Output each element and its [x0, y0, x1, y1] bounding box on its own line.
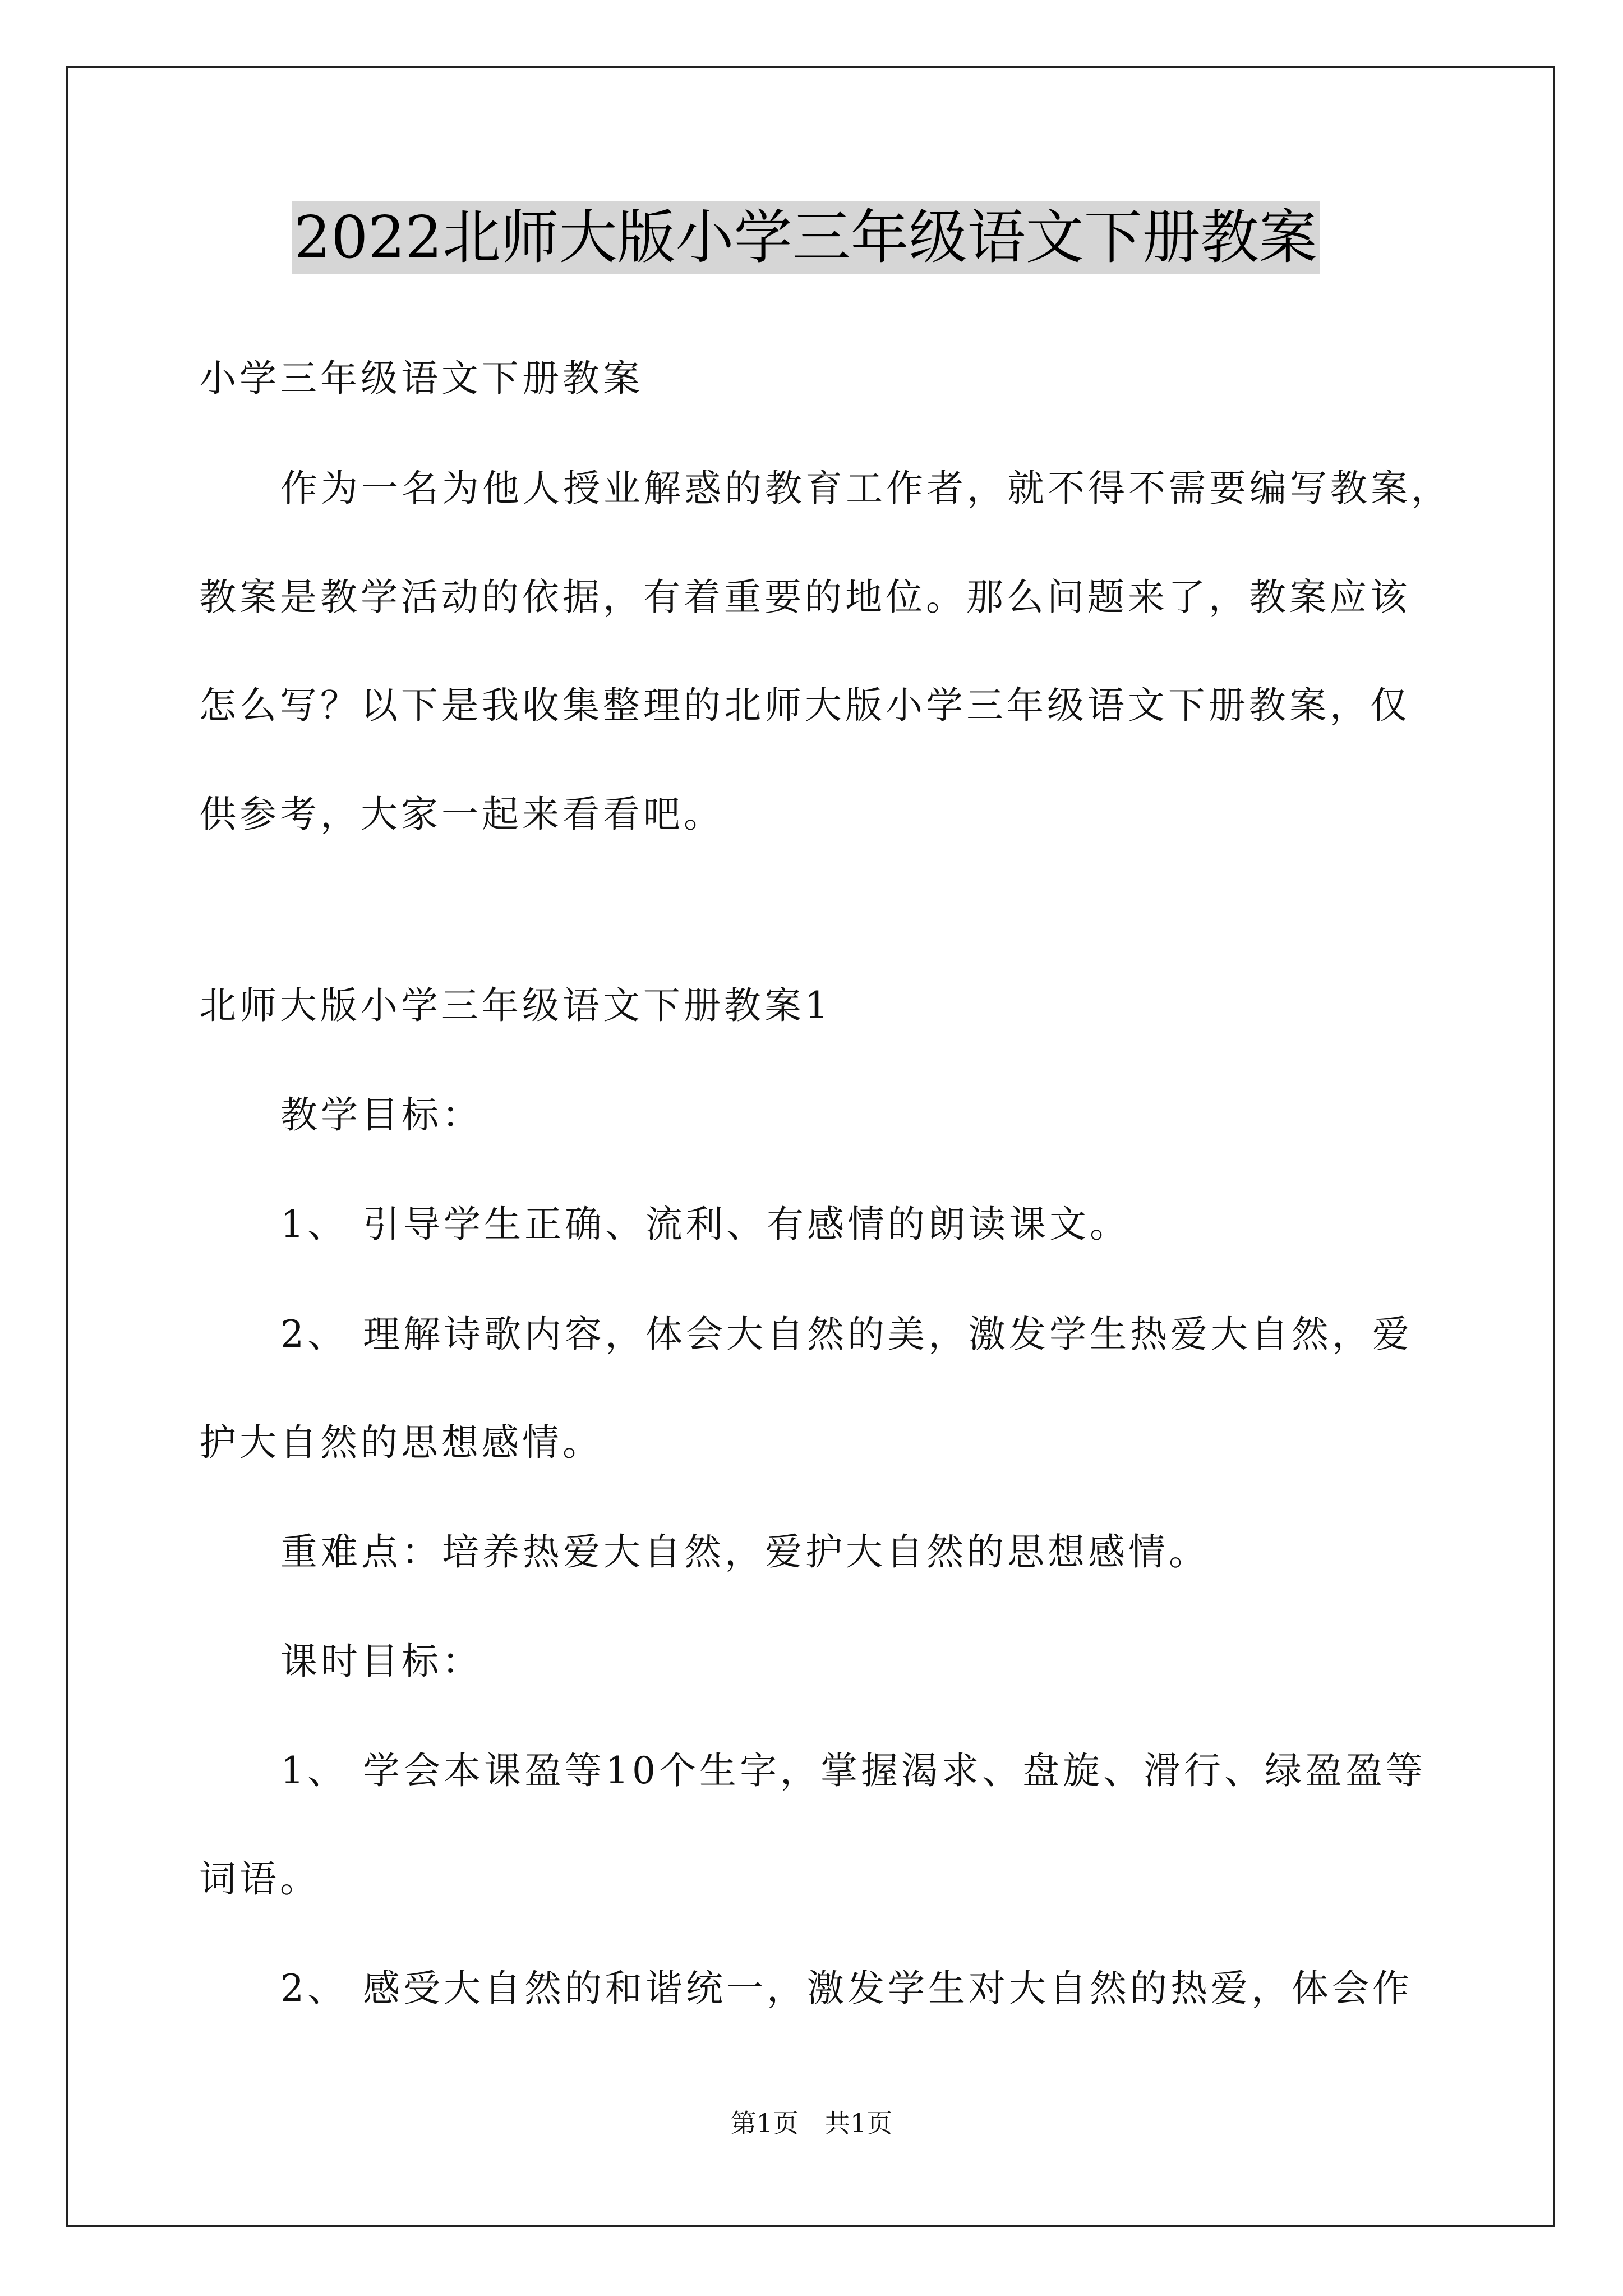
body-line: 重难点：培养热爱大自然，爱护大自然的思想感情。 — [280, 1530, 1209, 1573]
document-subtitle: 小学三年级语文下册教案 — [199, 357, 643, 400]
body-line: 1、 引导学生正确、流利、有感情的朗读课文。 — [280, 1203, 1130, 1246]
page-number-footer: 第1页 共1页 — [730, 2108, 893, 2138]
body-line: 教学目标： — [280, 1093, 482, 1137]
intro-line: 供参考，大家一起来看看吧。 — [199, 793, 724, 836]
intro-line: 作为一名为他人授业解惑的教育工作者，就不得不需要编写教案， — [280, 467, 1451, 510]
intro-line: 教案是教学活动的依据，有着重要的地位。那么问题来了，教案应该 — [199, 576, 1410, 619]
body-line: 词语。 — [199, 1857, 320, 1901]
body-line: 课时目标： — [280, 1640, 482, 1683]
body-line: 1、 学会本课盈等10个生字，掌握渴求、盘旋、滑行、绿盈盈等 — [280, 1749, 1426, 1792]
body-line: 2、 感受大自然的和谐统一，激发学生对大自然的热爱，体会作 — [280, 1967, 1413, 2010]
body-line: 2、 理解诗歌内容，体会大自然的美，激发学生热爱大自然，爱 — [280, 1313, 1413, 1356]
intro-line: 怎么写？以下是我收集整理的北师大版小学三年级语文下册教案，仅 — [199, 684, 1410, 727]
document-title: 2022北师大版小学三年级语文下册教案 — [292, 201, 1320, 274]
section-heading: 北师大版小学三年级语文下册教案1 — [199, 984, 832, 1027]
body-line: 护大自然的思想感情。 — [199, 1421, 603, 1464]
